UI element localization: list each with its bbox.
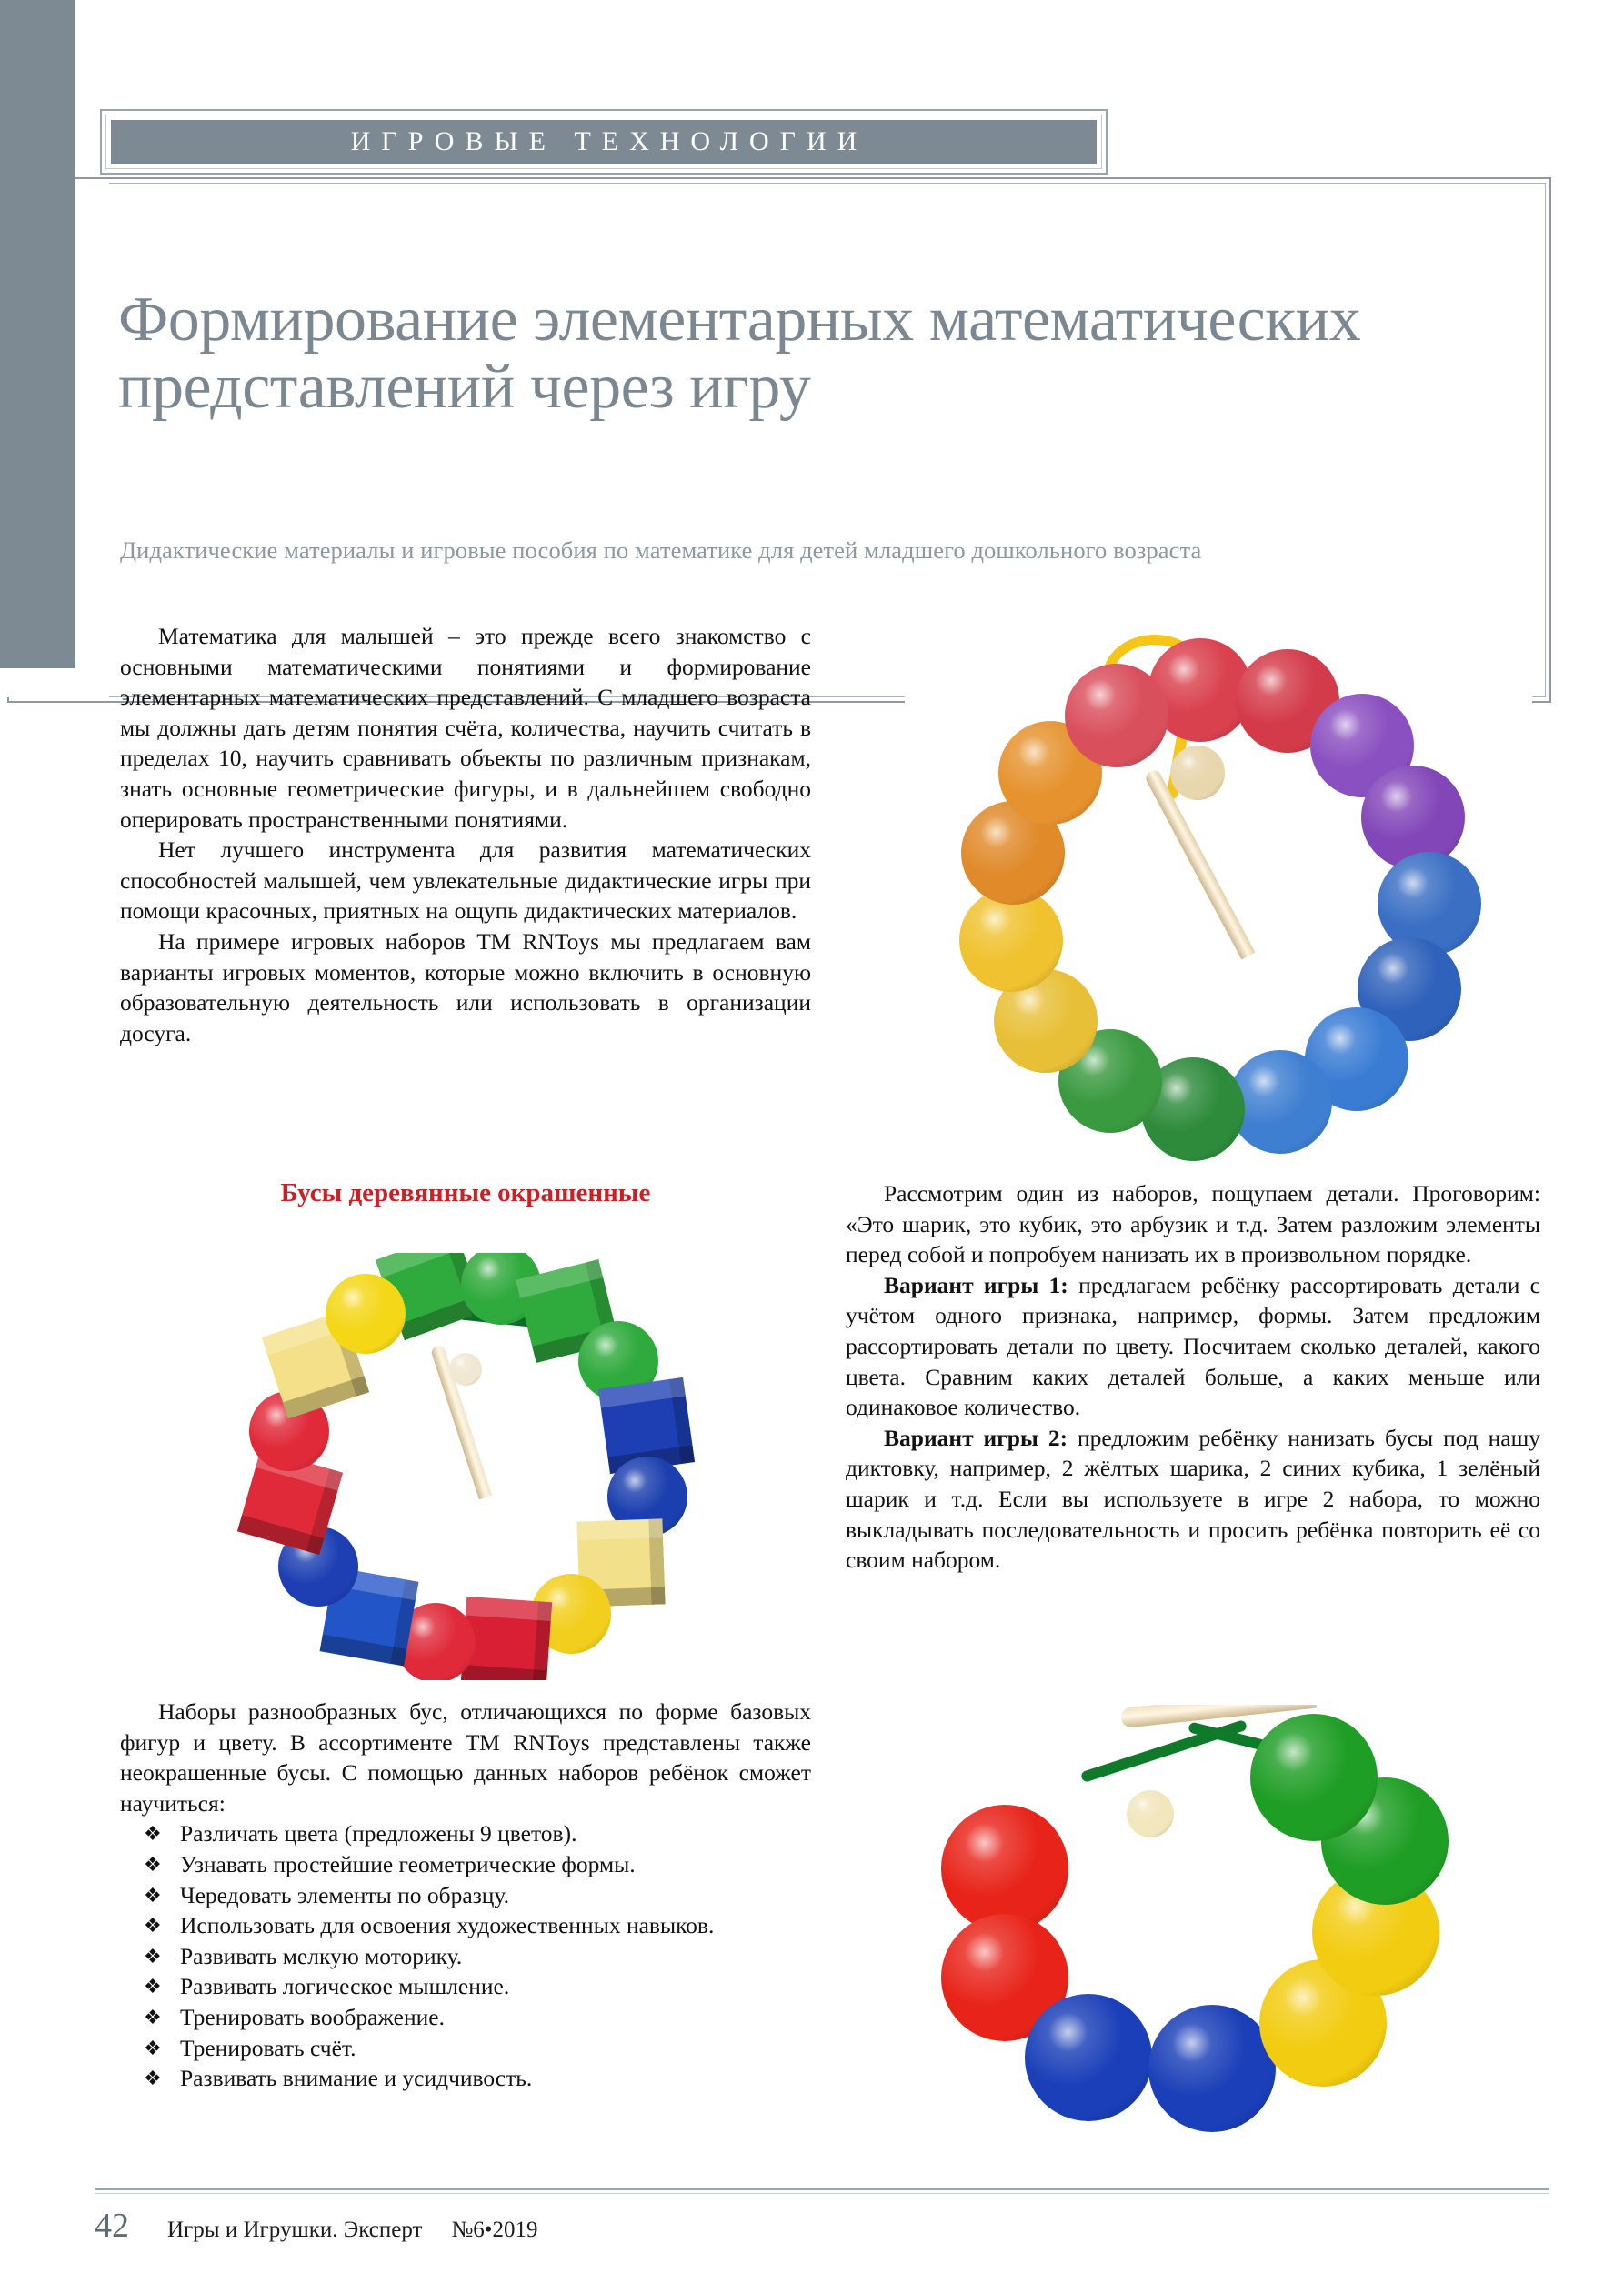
benefits-list [120, 1818, 811, 2093]
left-gray-accent-bar [0, 0, 75, 668]
large-glossy-beads-photo [887, 1705, 1550, 2187]
list-item [120, 1880, 811, 1911]
list-item-label: Развивать внимание и усидчивость. [180, 2065, 533, 2092]
list-item [120, 1971, 811, 2002]
page-footer [95, 2206, 1004, 2246]
banner-fill [111, 120, 1097, 164]
list-item [120, 1818, 811, 1849]
list-item-label: Чередовать элементы по образцу. [180, 1881, 509, 1908]
section-heading-wrap [120, 1178, 811, 1208]
list-item-label: Различать цвета (предложены 9 цветов). [180, 1820, 577, 1847]
list-item [120, 2033, 811, 2064]
list-item-label: Тренировать воображение. [180, 2003, 445, 2030]
page-number: 42 [95, 2207, 129, 2245]
right-column [846, 1178, 1540, 1576]
diamond-bullet-icon: ❖ [144, 1914, 162, 1938]
list-item-label: Развивать мелкую моторику. [180, 1942, 463, 1969]
bead [1065, 664, 1168, 767]
paragraph-intro-3: На примере игровых наборов ТМ RNToys мы предлагаем вам варианты игровых моментов, которые можно включить в основную образовательную деятельность или использовать в организации досуга. [120, 927, 811, 1046]
issue-number: №6•2019 [451, 2218, 538, 2242]
list-item [120, 2063, 811, 2094]
bead [1025, 1994, 1152, 2121]
list-item-label: Развивать логическое мышление. [180, 1973, 510, 2000]
variant-1-text: предлагаем ребёнку рассортировать детали с учётом одного признака, например, формы. Затем предложим рассортировать детали по цвету. Посчитаем сколько деталей, какого цвета. Сравним каких деталей больше, а каких меньше или одинаковое количество. [846, 1271, 1540, 1421]
footer-divider-thin [95, 2193, 1549, 2194]
paragraph-beads-description: Наборы разнообразных бус, отличающихся по форме базовых фигур и цвету. В ассортименте ТМ RNToys представлены также неокрашенные бусы. С помощью данных наборов ребёнок сможет научиться: [120, 1698, 811, 1817]
cord-stopper-bead [449, 1353, 482, 1386]
section-heading: Бусы деревянные окрашенные [280, 1178, 651, 1207]
diamond-bullet-icon: ❖ [144, 1944, 162, 1968]
section-banner [100, 109, 1108, 175]
list-item [120, 1941, 811, 1972]
bead [1250, 1714, 1378, 1841]
paragraph-variant-1 [846, 1270, 1540, 1423]
bead-sphere [326, 1274, 406, 1354]
cubes-and-spheres-beads-photo [186, 1253, 750, 1680]
left-column-lower [120, 1697, 811, 2094]
needle-stopper-bead [1170, 746, 1225, 800]
list-item-label: Тренировать счёт. [180, 2034, 356, 2061]
rainbow-round-beads-photo [905, 627, 1532, 1173]
diamond-bullet-icon: ❖ [144, 1852, 162, 1876]
diamond-bullet-icon: ❖ [144, 2067, 162, 2090]
bead [941, 1805, 1068, 1932]
diamond-bullet-icon: ❖ [144, 1822, 162, 1846]
diamond-bullet-icon: ❖ [144, 2005, 162, 2028]
magazine-name: Игры и Игрушки. Эксперт [167, 2218, 423, 2242]
page-title: Формирование элементарных математических представлений через игру [118, 284, 1361, 423]
list-item [120, 2002, 811, 2033]
footer-divider [95, 2188, 1549, 2190]
diamond-bullet-icon: ❖ [144, 2036, 162, 2059]
list-item [120, 1849, 811, 1880]
diamond-bullet-icon: ❖ [144, 1883, 162, 1907]
variant-2-label: Вариант игры 2: [884, 1424, 1068, 1451]
small-cream-bead [1127, 1790, 1174, 1837]
paragraph-variant-2 [846, 1423, 1540, 1576]
list-item [120, 1910, 811, 1941]
variant-1-label: Вариант игры 1: [884, 1271, 1068, 1298]
list-item-label: Узнавать простейшие геометрические формы. [180, 1850, 636, 1877]
paragraph-intro-1: Математика для малышей – это прежде всего знакомство с основными математическими понятиями и формирование элементарных математических представлений. С младшего возраста мы должны дать детям понятия счёта, количества, научить считать в пределах 10, научить сравнивать объекты по различным признакам, знать основные геометрические фигуры, и в дальнейшем свободно оперировать пространственными понятиями. [120, 623, 811, 833]
page-subtitle: Дидактические материалы и игровые пособия по математике для детей младшего дошкольного возраста [120, 536, 1202, 564]
paragraph-intro-2: Нет лучшего инструмента для развития математических способностей малышей, чем увлекательные дидактические игры при помощи красочных, приятных на ощупь дидактических материалов. [120, 836, 811, 925]
variant-2-text: предложим ребёнку нанизать бусы под нашу диктовку, например, 2 жёлтых шарика, 2 синих кубика, 1 зелёный шарик и т.д. Если вы используете в игре 2 набора, то можно выкладывать последовательность и просить ребёнка повторить её со своим набором. [846, 1424, 1540, 1574]
list-item-label: Использовать для освоения художественных навыков. [180, 1912, 715, 1939]
diamond-bullet-icon: ❖ [144, 1975, 162, 1998]
left-column [120, 621, 811, 1048]
bead [1148, 2005, 1276, 2132]
banner-label: ИГРОВЫЕ ТЕХНОЛОГИИ [350, 126, 868, 156]
paragraph-examine-set: Рассмотрим один из наборов, пощупаем детали. Проговорим: «Это шарик, это кубик, это арбузик и т.д. Затем разложим элементы перед собой и попробуем нанизать их в произвольном порядке. [846, 1180, 1540, 1268]
